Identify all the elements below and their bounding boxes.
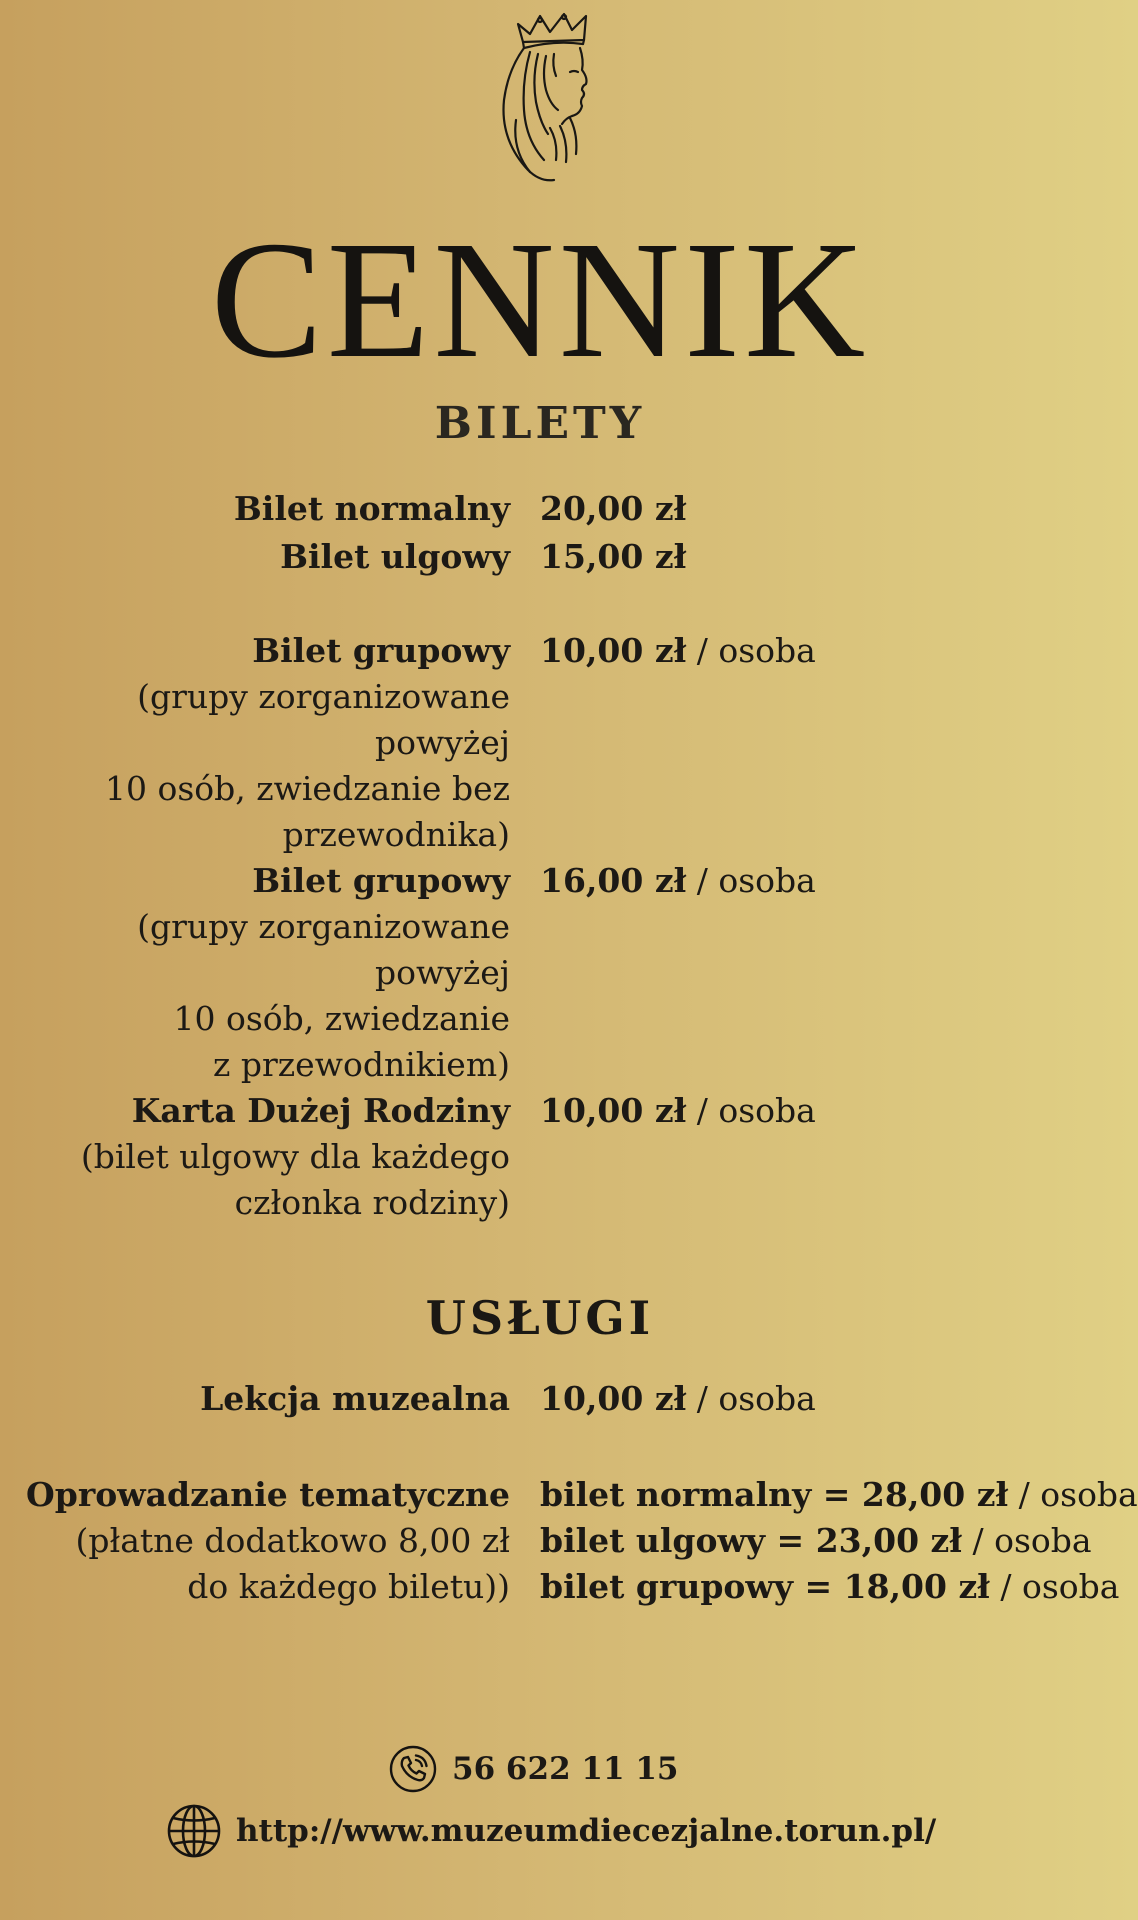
ticket-description [0, 1088, 510, 1226]
service-price-line [540, 1564, 1120, 1610]
website-link[interactable]: http://www.muzeumdiecezjalne.torun.pl/ [236, 1813, 937, 1849]
ticket-description [0, 628, 510, 858]
service-price-line [540, 1472, 1138, 1518]
service-unit: / osoba [972, 1521, 1092, 1560]
ticket-price: 15,00 zł [540, 537, 687, 576]
ticket-unit: / osoba [696, 631, 816, 670]
phone-contact[interactable] [388, 1742, 679, 1796]
ticket-price-line [540, 628, 1080, 674]
ticket-note-line: przewodnika) [282, 815, 510, 854]
service-unit: / osoba [1000, 1567, 1120, 1606]
ticket-price: 20,00 zł [540, 489, 687, 528]
ticket-label: Bilet normalny [233, 489, 510, 528]
phone-icon [388, 1744, 438, 1794]
service-price-line [540, 1518, 1092, 1564]
ticket-note-line: 10 osób, zwiedzanie [173, 999, 510, 1038]
ticket-price: 10,00 zł [540, 631, 687, 670]
service-price: bilet grupowy = 18,00 zł [540, 1567, 990, 1606]
ticket-description [0, 858, 510, 1088]
page-title: CENNIK [210, 207, 870, 393]
service-price: bilet ulgowy = 23,00 zł [540, 1521, 962, 1560]
service-unit: / osoba [1018, 1475, 1138, 1514]
ticket-label: Karta Dużej Rodziny [131, 1091, 510, 1130]
service-label: Oprowadzanie tematyczne [26, 1475, 510, 1514]
service-price-line [540, 1376, 1080, 1422]
service-price: 10,00 zł [540, 1379, 687, 1418]
ticket-note-line: (bilet ulgowy dla każdego [80, 1137, 510, 1176]
crowned-head-logo-icon [488, 10, 628, 185]
tickets-heading: BILETY [434, 398, 646, 449]
ticket-price: 10,00 zł [540, 1091, 687, 1130]
globe-icon [166, 1803, 222, 1859]
ticket-note-line: (grupy zorganizowane powyżej [137, 677, 510, 762]
phone-number[interactable]: 56 622 11 15 [452, 1751, 679, 1787]
website-contact[interactable] [166, 1802, 936, 1860]
ticket-label: Bilet grupowy [252, 631, 510, 670]
ticket-note-line: z przewodnikiem) [213, 1045, 510, 1084]
service-price: bilet normalny = 28,00 zł [540, 1475, 1009, 1514]
service-description [0, 1472, 510, 1610]
ticket-note-line: 10 osób, zwiedzanie bez [104, 769, 510, 808]
ticket-price: 16,00 zł [540, 861, 687, 900]
service-note-line: do każdego biletu)) [187, 1567, 510, 1606]
ticket-unit: / osoba [696, 1091, 816, 1130]
ticket-label: Bilet grupowy [252, 861, 510, 900]
services-heading: USŁUGI [425, 1291, 655, 1345]
ticket-note-line: członka rodziny) [234, 1183, 510, 1222]
ticket-label: Bilet ulgowy [280, 537, 510, 576]
ticket-price-line [540, 1088, 1080, 1134]
ticket-note-line: (grupy zorganizowane powyżej [137, 907, 510, 992]
service-unit: / osoba [696, 1379, 816, 1418]
ticket-unit: / osoba [696, 861, 816, 900]
service-prices [540, 1472, 1138, 1610]
ticket-price-line [540, 858, 1080, 904]
service-note-line: (płatne dodatkowo 8,00 zł [75, 1521, 510, 1560]
service-label: Lekcja muzealna [200, 1379, 510, 1418]
